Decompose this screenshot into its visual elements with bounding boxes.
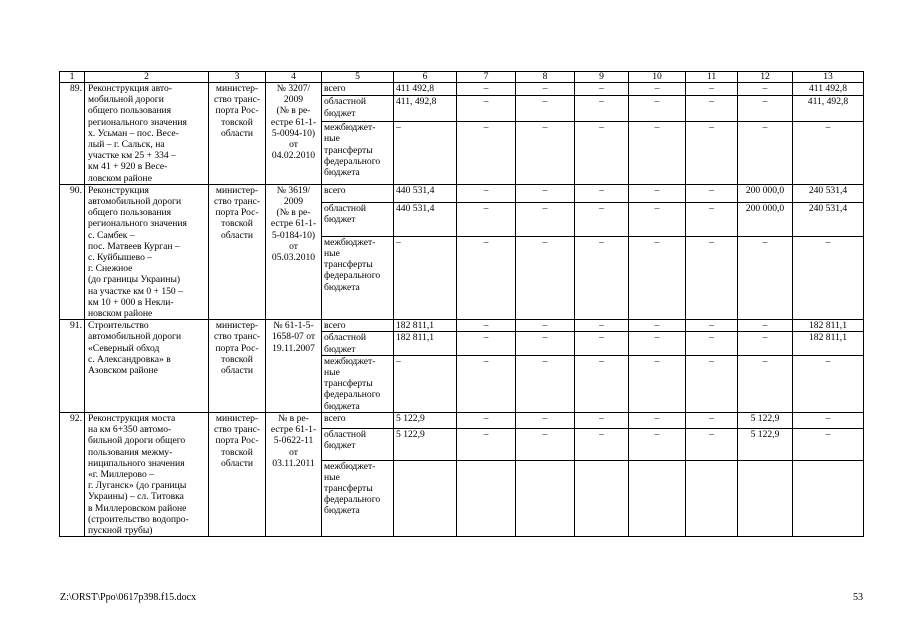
cell-line: г. Луганск» (до границы [88, 480, 187, 492]
cell-line: «Северный обход [88, 342, 160, 354]
cell-line: Реконструкция авто- [88, 83, 172, 94]
cell-line: мобильной дороги [88, 94, 164, 106]
amount-cell: – [457, 184, 516, 202]
cell-line: № 3619/ [276, 184, 311, 196]
amount-cell: – [516, 412, 575, 428]
cell-line: с. Самбек – [88, 229, 135, 241]
column-header: 3 [209, 72, 266, 83]
amount-cell: 411, 492,8 [394, 96, 457, 122]
amount-cell: 411 492,8 [394, 83, 457, 96]
cell-line: № в ре- [278, 412, 309, 424]
amount-cell [629, 460, 686, 536]
cell-line: км 10 + 000 в Некли- [88, 296, 174, 308]
cell-line: трансферты [324, 483, 373, 495]
amount-cell: 200 000,0 [738, 184, 793, 202]
amount-cell: – [457, 96, 516, 122]
cell-line: бюджет [324, 440, 356, 452]
cell-line: автомобильной дороги [88, 196, 182, 208]
amount-cell [457, 460, 516, 536]
cell-line: 19.11.2007 [272, 342, 315, 354]
cell-line: Азовском районе [88, 365, 158, 377]
cell-line: межбюджет- [324, 122, 376, 134]
cell-line: (№ в ре- [276, 207, 311, 219]
cell-line: бюджет [324, 107, 356, 119]
amount-cell: – [457, 202, 516, 236]
amount-cell: 5 122,9 [394, 412, 457, 428]
amount-cell: 5 122,9 [394, 429, 457, 460]
cell-line: автомобильной дороги [88, 331, 182, 343]
cell-line: с. Куйбышево – [88, 252, 153, 264]
amount-cell: – [629, 320, 686, 332]
cell-line: министер- [215, 320, 259, 332]
object-name [85, 320, 209, 413]
amount-cell: – [686, 236, 738, 319]
object-name [85, 83, 209, 185]
amount-cell: – [575, 320, 629, 332]
amount-cell: – [457, 355, 516, 412]
amount-cell: – [516, 96, 575, 122]
column-header: 4 [266, 72, 322, 83]
cell-line: № 3207/ [276, 83, 311, 94]
budget-table [59, 71, 864, 537]
cell-line: с. Александровка» в [88, 353, 171, 365]
cell-line: Реконструкция [88, 184, 149, 196]
object-name [85, 184, 209, 319]
amount-cell: – [575, 122, 629, 185]
amount-cell: – [686, 429, 738, 460]
cell-line: 2009 [283, 196, 304, 208]
amount-cell: – [629, 122, 686, 185]
cell-line: ные [324, 248, 340, 260]
cell-line: трансферты [324, 144, 373, 156]
cell-line: трансферты [324, 378, 373, 390]
cell-line: новском районе [88, 308, 153, 320]
table-row [60, 412, 864, 428]
cell-line: (№ в ре- [276, 105, 311, 117]
cell-line: пос. Матвеев Курган – [88, 240, 180, 252]
amount-cell: – [457, 320, 516, 332]
cell-line: Украины) – сл. Титовка [88, 491, 184, 503]
cell-line: бюджета [324, 505, 360, 517]
amount-cell: – [516, 236, 575, 319]
amount-cell: 411 492,8 [793, 83, 864, 96]
amount-cell: – [686, 320, 738, 332]
cell-line: министер- [215, 412, 259, 424]
amount-cell: 5 122,9 [738, 412, 793, 428]
cell-line: области [220, 365, 254, 377]
row-number: 92. [60, 412, 85, 536]
amount-cell [575, 460, 629, 536]
cell-line: бюджета [324, 281, 360, 293]
cell-line: (строительство водопро- [88, 513, 189, 525]
amount-cell: – [457, 122, 516, 185]
cell-line: товской [221, 218, 253, 230]
amount-cell: – [793, 412, 864, 428]
table-row [60, 320, 864, 332]
amount-cell: – [738, 355, 793, 412]
cell-line: бюджет [324, 213, 356, 225]
cell-line: г. Снежное [88, 263, 133, 275]
column-header: 12 [738, 72, 793, 83]
cell-line: области [220, 127, 254, 139]
cell-line: области [220, 457, 254, 469]
amount-cell: – [575, 202, 629, 236]
amount-cell: – [394, 236, 457, 319]
document-ref [266, 83, 322, 185]
amount-cell: – [629, 429, 686, 460]
amount-cell: – [575, 96, 629, 122]
amount-cell: – [793, 236, 864, 319]
cell-line: 5-0184-10) [271, 229, 316, 241]
cell-line: бюджета [324, 166, 360, 178]
funding-source [322, 236, 394, 319]
cell-line: км 41 + 920 в Весе- [88, 161, 168, 173]
cell-line: 1658-07 от [271, 331, 316, 343]
amount-cell: – [575, 184, 629, 202]
funding-source [322, 355, 394, 412]
cell-line: товской [221, 353, 253, 365]
funding-source [322, 429, 394, 460]
cell-line: областной [324, 429, 367, 441]
page-number: 53 [853, 592, 863, 603]
cell-line: Строительство [88, 320, 149, 332]
cell-line: регионального значения [88, 116, 187, 128]
cell-line: всего [324, 83, 346, 94]
amount-cell: – [575, 332, 629, 355]
cell-line: 03.11.2011 [272, 457, 315, 469]
cell-line: ство транс- [213, 424, 261, 436]
cell-line: области [220, 229, 254, 241]
funding-source [322, 83, 394, 96]
amount-cell: – [516, 202, 575, 236]
column-header: 1 [60, 72, 85, 83]
amount-cell: – [394, 355, 457, 412]
column-header: 10 [629, 72, 686, 83]
cell-line: на км 6+350 автомо- [88, 424, 172, 436]
amount-cell: – [629, 96, 686, 122]
amount-cell: – [629, 202, 686, 236]
amount-cell: – [686, 83, 738, 96]
cell-line: федерального [324, 155, 381, 167]
cell-line: федерального [324, 494, 381, 506]
row-number: 89. [60, 83, 85, 185]
amount-cell: – [457, 429, 516, 460]
column-header: 2 [85, 72, 209, 83]
amount-cell: – [457, 83, 516, 96]
amount-cell: – [738, 83, 793, 96]
amount-cell: – [629, 236, 686, 319]
responsible-org [209, 83, 266, 185]
cell-line: от [289, 139, 298, 151]
amount-cell: – [457, 236, 516, 319]
cell-line: естре 61-1- [270, 116, 317, 128]
cell-line: областной [324, 332, 367, 344]
cell-line: межбюджет- [324, 236, 376, 248]
cell-line: межбюджет- [324, 460, 376, 472]
cell-line: товской [221, 446, 253, 458]
cell-line: в Миллеровском районе [88, 502, 187, 514]
cell-line: х. Усьман – пос. Весе- [88, 127, 179, 139]
cell-line: 5-0094-10) [271, 127, 316, 139]
cell-line: бюджет [324, 343, 356, 355]
amount-cell: 240 531,4 [793, 202, 864, 236]
cell-line: порта Рос- [215, 435, 259, 447]
amount-cell: 411, 492,8 [793, 96, 864, 122]
cell-line: естре 61-1- [270, 218, 317, 230]
responsible-org [209, 412, 266, 536]
cell-line: 2009 [283, 94, 304, 106]
amount-cell: – [629, 412, 686, 428]
amount-cell: – [516, 355, 575, 412]
cell-line: естре 61-1- [270, 424, 317, 436]
cell-line: ловском районе [88, 172, 152, 184]
amount-cell: – [516, 184, 575, 202]
amount-cell: 182 811,1 [793, 320, 864, 332]
amount-cell: – [686, 122, 738, 185]
amount-cell: 5 122,9 [738, 429, 793, 460]
funding-source [322, 412, 394, 428]
amount-cell: 240 531,4 [793, 184, 864, 202]
amount-cell: – [516, 429, 575, 460]
funding-source [322, 96, 394, 122]
cell-line: министер- [215, 83, 259, 94]
amount-cell: – [738, 96, 793, 122]
funding-source [322, 332, 394, 355]
table-row [60, 83, 864, 96]
amount-cell: – [629, 83, 686, 96]
funding-source [322, 202, 394, 236]
funding-source [322, 184, 394, 202]
column-header: 8 [516, 72, 575, 83]
amount-cell: – [793, 429, 864, 460]
amount-cell: – [516, 83, 575, 96]
amount-cell: – [629, 184, 686, 202]
amount-cell [516, 460, 575, 536]
cell-line: «г. Миллерово – [88, 468, 154, 480]
amount-cell [738, 460, 793, 536]
cell-line: 05.03.2010 [271, 252, 316, 264]
cell-line: от [289, 446, 298, 458]
cell-line: министер- [215, 184, 259, 196]
document-ref [266, 184, 322, 319]
amount-cell: – [686, 412, 738, 428]
amount-cell: – [738, 236, 793, 319]
document-ref [266, 412, 322, 536]
amount-cell: 440 531,4 [394, 202, 457, 236]
cell-line: ниципального значения [88, 457, 185, 469]
cell-line: участке км 25 + 334 – [88, 150, 176, 162]
cell-line: от [289, 240, 298, 252]
column-header: 7 [457, 72, 516, 83]
file-path: Z:\ORST\Ppo\0617p398.f15.docx [60, 592, 197, 603]
amount-cell: – [394, 122, 457, 185]
cell-line: общего пользования [88, 105, 172, 117]
column-header: 5 [322, 72, 394, 83]
amount-cell: – [516, 320, 575, 332]
amount-cell: 182 811,1 [394, 320, 457, 332]
cell-line: ные [324, 471, 340, 483]
cell-line: областной [324, 96, 367, 108]
cell-line: ство транс- [213, 94, 261, 106]
amount-cell: – [457, 332, 516, 355]
table-header [60, 72, 864, 83]
cell-line: всего [324, 184, 346, 196]
amount-cell: – [575, 412, 629, 428]
cell-line: на участке км 0 + 150 – [88, 285, 183, 297]
cell-line: федерального [324, 389, 381, 401]
amount-cell: – [738, 122, 793, 185]
cell-line: ные [324, 367, 340, 379]
amount-cell: – [575, 83, 629, 96]
amount-cell: – [738, 332, 793, 355]
document-ref [266, 320, 322, 413]
cell-line: лый – г. Сальск, на [88, 139, 165, 151]
amount-cell: – [738, 320, 793, 332]
cell-line: трансферты [324, 259, 373, 271]
funding-source [322, 460, 394, 536]
cell-line: порта Рос- [215, 342, 259, 354]
cell-line: Реконструкция моста [88, 412, 176, 424]
row-number: 90. [60, 184, 85, 319]
cell-line: межбюджет- [324, 355, 376, 367]
cell-line: № 61-1-5- [273, 320, 314, 332]
amount-cell: 182 811,1 [394, 332, 457, 355]
amount-cell: – [575, 236, 629, 319]
cell-line: ство транс- [213, 331, 261, 343]
amount-cell: – [575, 355, 629, 412]
amount-cell: – [686, 355, 738, 412]
cell-line: всего [324, 320, 346, 332]
cell-line: порта Рос- [215, 105, 259, 117]
cell-line: бюджета [324, 400, 360, 412]
object-name [85, 412, 209, 536]
funding-source [322, 320, 394, 332]
cell-line: регионального значения [88, 218, 187, 230]
cell-line: порта Рос- [215, 207, 259, 219]
funding-source [322, 122, 394, 185]
amount-cell [793, 460, 864, 536]
cell-line: пускной трубы) [88, 524, 153, 536]
row-number: 91. [60, 320, 85, 413]
cell-line: 04.02.2010 [271, 150, 316, 162]
amount-cell: 182 811,1 [793, 332, 864, 355]
amount-cell: – [575, 429, 629, 460]
column-header: 9 [575, 72, 629, 83]
cell-line: ство транс- [213, 196, 261, 208]
amount-cell: – [686, 184, 738, 202]
cell-line: ные [324, 133, 340, 145]
cell-line: пользования межму- [88, 446, 173, 458]
amount-cell: – [686, 96, 738, 122]
cell-line: 5-0622-11 [273, 435, 314, 447]
cell-line: областной [324, 202, 367, 214]
column-header: 6 [394, 72, 457, 83]
amount-cell: – [629, 355, 686, 412]
amount-cell: – [516, 332, 575, 355]
amount-cell [394, 460, 457, 536]
cell-line: общего пользования [88, 207, 172, 219]
amount-cell: – [457, 412, 516, 428]
column-header: 11 [686, 72, 738, 83]
amount-cell: – [793, 122, 864, 185]
table-row [60, 184, 864, 202]
responsible-org [209, 184, 266, 319]
amount-cell: – [793, 355, 864, 412]
amount-cell: – [516, 122, 575, 185]
amount-cell: 200 000,0 [738, 202, 793, 236]
amount-cell: – [629, 332, 686, 355]
cell-line: бильной дороги общего [88, 435, 186, 447]
cell-line: всего [324, 412, 346, 424]
amount-cell [686, 460, 738, 536]
cell-line: федерального [324, 270, 381, 282]
column-header: 13 [793, 72, 864, 83]
cell-line: товской [221, 116, 253, 128]
cell-line: (до границы Украины) [88, 274, 181, 286]
amount-cell: – [686, 202, 738, 236]
responsible-org [209, 320, 266, 413]
amount-cell: – [686, 332, 738, 355]
amount-cell: 440 531,4 [394, 184, 457, 202]
